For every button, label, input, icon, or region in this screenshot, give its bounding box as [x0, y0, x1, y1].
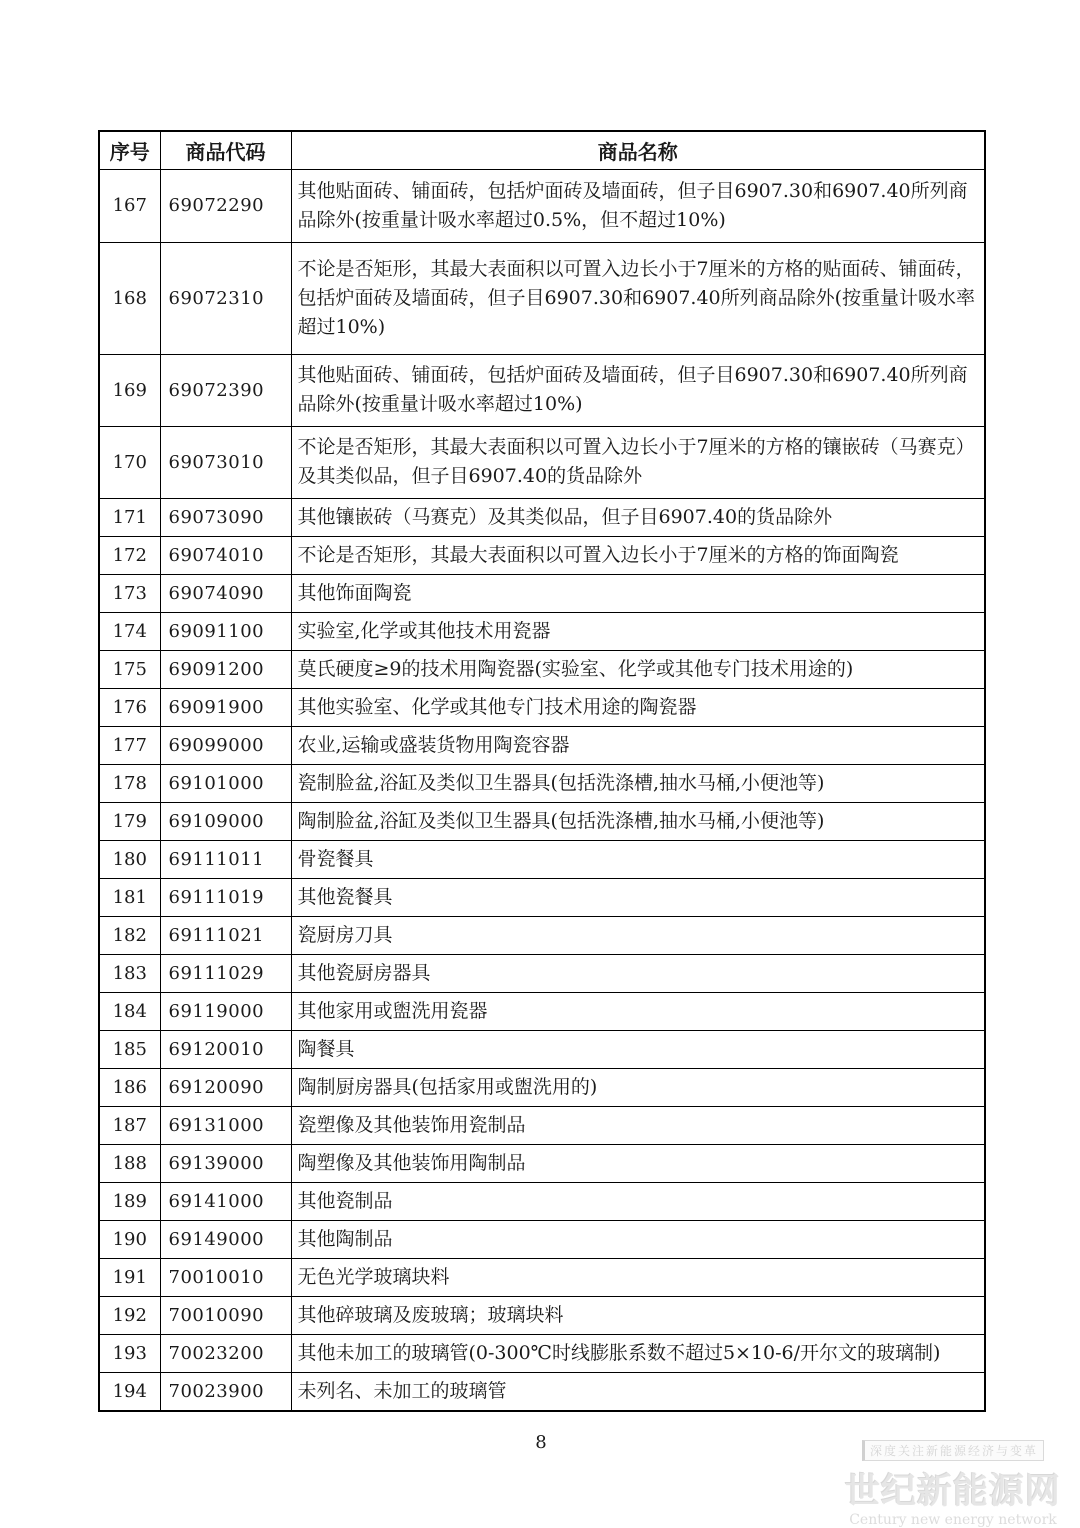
- table-row: [99, 878, 985, 916]
- serial-number-cell: 187: [99, 1106, 160, 1144]
- commodity-code-cell: 69073090: [160, 498, 291, 536]
- commodity-code-cell: 69072390: [160, 354, 291, 426]
- commodity-name-cell: 其他陶制品: [291, 1220, 985, 1258]
- commodity-name-cell: 陶制厨房器具(包括家用或盥洗用的): [291, 1068, 985, 1106]
- commodity-code-cell: 69149000: [160, 1220, 291, 1258]
- table-header: [99, 131, 985, 169]
- serial-number-cell: 176: [99, 688, 160, 726]
- commodity-name-cell: 其他镶嵌砖（马赛克）及其类似品，但子目6907.40的货品除外: [291, 498, 985, 536]
- commodity-code-cell: 69091200: [160, 650, 291, 688]
- table-row: [99, 954, 985, 992]
- watermark: [838, 1440, 1068, 1528]
- commodity-name-cell: 其他瓷制品: [291, 1182, 985, 1220]
- serial-number-cell: 167: [99, 169, 160, 242]
- table-row: [99, 612, 985, 650]
- serial-number-cell: 194: [99, 1372, 160, 1411]
- commodity-name-cell: 其他饰面陶瓷: [291, 574, 985, 612]
- serial-number-cell: 174: [99, 612, 160, 650]
- commodity-name-cell: 陶塑像及其他装饰用陶制品: [291, 1144, 985, 1182]
- commodity-name-cell: 其他碎玻璃及废玻璃；玻璃块料: [291, 1296, 985, 1334]
- commodity-code-cell: 69119000: [160, 992, 291, 1030]
- commodity-code-cell: 69111011: [160, 840, 291, 878]
- commodity-code-cell: 69091900: [160, 688, 291, 726]
- table-row: [99, 764, 985, 802]
- serial-number-cell: 186: [99, 1068, 160, 1106]
- watermark-tagline: 深度关注新能源经济与变革: [862, 1440, 1044, 1461]
- table-row: [99, 1220, 985, 1258]
- header-commodity-name: 商品名称: [291, 131, 985, 169]
- serial-number-cell: 182: [99, 916, 160, 954]
- commodity-code-cell: 69120010: [160, 1030, 291, 1068]
- commodity-code-cell: 69131000: [160, 1106, 291, 1144]
- commodity-name-cell: 不论是否矩形，其最大表面积以可置入边长小于7厘米的方格的饰面陶瓷: [291, 536, 985, 574]
- commodity-code-cell: 69139000: [160, 1144, 291, 1182]
- commodity-code-cell: 69074090: [160, 574, 291, 612]
- commodity-name-cell: 瓷塑像及其他装饰用瓷制品: [291, 1106, 985, 1144]
- table-row: [99, 1106, 985, 1144]
- table-body: [99, 169, 985, 1411]
- table-row: [99, 169, 985, 242]
- commodity-code-cell: 69091100: [160, 612, 291, 650]
- commodity-name-cell: 陶制脸盆,浴缸及类似卫生器具(包括洗涤槽,抽水马桶,小便池等): [291, 802, 985, 840]
- watermark-english: Century new energy network: [849, 1512, 1057, 1528]
- commodity-code-cell: 69111029: [160, 954, 291, 992]
- serial-number-cell: 180: [99, 840, 160, 878]
- serial-number-cell: 193: [99, 1334, 160, 1372]
- commodity-name-cell: 瓷厨房刀具: [291, 916, 985, 954]
- serial-number-cell: 175: [99, 650, 160, 688]
- commodity-code-cell: 69072290: [160, 169, 291, 242]
- table-row: [99, 688, 985, 726]
- commodity-name-cell: 其他瓷餐具: [291, 878, 985, 916]
- table-row: [99, 1144, 985, 1182]
- serial-number-cell: 172: [99, 536, 160, 574]
- serial-number-cell: 168: [99, 242, 160, 354]
- table-row: [99, 916, 985, 954]
- serial-number-cell: 188: [99, 1144, 160, 1182]
- commodity-code-cell: 70010010: [160, 1258, 291, 1296]
- serial-number-cell: 183: [99, 954, 160, 992]
- serial-number-cell: 171: [99, 498, 160, 536]
- table-row: [99, 1030, 985, 1068]
- table-row: [99, 726, 985, 764]
- commodity-code-cell: 70023900: [160, 1372, 291, 1411]
- commodity-code-cell: 70023200: [160, 1334, 291, 1372]
- table-row: [99, 1296, 985, 1334]
- table-row: [99, 1068, 985, 1106]
- page-number: 8: [535, 1432, 547, 1453]
- commodity-code-cell: 69072310: [160, 242, 291, 354]
- commodity-name-cell: 不论是否矩形，其最大表面积以可置入边长小于7厘米的方格的镶嵌砖（马赛克）及其类似品，但子目6907.40的货品除外: [291, 426, 985, 498]
- table-row: [99, 354, 985, 426]
- serial-number-cell: 191: [99, 1258, 160, 1296]
- watermark-logo: 世纪新能源网: [844, 1472, 1061, 1512]
- serial-number-cell: 181: [99, 878, 160, 916]
- commodity-code-cell: 69111019: [160, 878, 291, 916]
- table-row: [99, 840, 985, 878]
- commodity-name-cell: 实验室,化学或其他技术用瓷器: [291, 612, 985, 650]
- header-serial-number: 序号: [99, 131, 160, 169]
- commodity-code-cell: 69109000: [160, 802, 291, 840]
- commodity-code-cell: 69111021: [160, 916, 291, 954]
- commodity-code-cell: 69099000: [160, 726, 291, 764]
- commodity-name-cell: 瓷制脸盆,浴缸及类似卫生器具(包括洗涤槽,抽水马桶,小便池等): [291, 764, 985, 802]
- commodity-name-cell: 其他瓷厨房器具: [291, 954, 985, 992]
- serial-number-cell: 192: [99, 1296, 160, 1334]
- table-row: [99, 802, 985, 840]
- table-row: [99, 536, 985, 574]
- commodity-name-cell: 其他未加工的玻璃管(0-300℃时线膨胀系数不超过5×10-6/开尔文的玻璃制): [291, 1334, 985, 1372]
- serial-number-cell: 184: [99, 992, 160, 1030]
- commodity-name-cell: 不论是否矩形，其最大表面积以可置入边长小于7厘米的方格的贴面砖、铺面砖，包括炉面砖及墙面砖，但子目6907.30和6907.40所列商品除外(按重量计吸水率超过10%): [291, 242, 985, 354]
- commodity-code-cell: 70010090: [160, 1296, 291, 1334]
- commodity-name-cell: 其他贴面砖、铺面砖，包括炉面砖及墙面砖，但子目6907.30和6907.40所列商品除外(按重量计吸水率超过10%): [291, 354, 985, 426]
- commodity-code-cell: 69101000: [160, 764, 291, 802]
- serial-number-cell: 185: [99, 1030, 160, 1068]
- commodity-name-cell: 其他贴面砖、铺面砖，包括炉面砖及墙面砖，但子目6907.30和6907.40所列商品除外(按重量计吸水率超过0.5%，但不超过10%): [291, 169, 985, 242]
- table-row: [99, 242, 985, 354]
- table-row: [99, 650, 985, 688]
- table-row: [99, 1372, 985, 1411]
- header-row: [99, 131, 985, 169]
- commodity-name-cell: 莫氏硬度≥9的技术用陶瓷器(实验室、化学或其他专门技术用途的): [291, 650, 985, 688]
- serial-number-cell: 177: [99, 726, 160, 764]
- commodity-code-cell: 69073010: [160, 426, 291, 498]
- commodity-name-cell: 未列名、未加工的玻璃管: [291, 1372, 985, 1411]
- commodity-code-cell: 69141000: [160, 1182, 291, 1220]
- serial-number-cell: 169: [99, 354, 160, 426]
- table-row: [99, 426, 985, 498]
- commodity-name-cell: 陶餐具: [291, 1030, 985, 1068]
- table-row: [99, 1334, 985, 1372]
- commodity-code-cell: 69120090: [160, 1068, 291, 1106]
- commodity-name-cell: 农业,运输或盛装货物用陶瓷容器: [291, 726, 985, 764]
- serial-number-cell: 178: [99, 764, 160, 802]
- header-commodity-code: 商品代码: [160, 131, 291, 169]
- commodity-code-cell: 69074010: [160, 536, 291, 574]
- table-row: [99, 1182, 985, 1220]
- serial-number-cell: 179: [99, 802, 160, 840]
- serial-number-cell: 189: [99, 1182, 160, 1220]
- table-row: [99, 498, 985, 536]
- serial-number-cell: 190: [99, 1220, 160, 1258]
- commodity-name-cell: 无色光学玻璃块料: [291, 1258, 985, 1296]
- table-row: [99, 1258, 985, 1296]
- serial-number-cell: 170: [99, 426, 160, 498]
- commodity-name-cell: 其他实验室、化学或其他专门技术用途的陶瓷器: [291, 688, 985, 726]
- commodity-name-cell: 其他家用或盥洗用瓷器: [291, 992, 985, 1030]
- commodity-table: [98, 130, 986, 1412]
- commodity-name-cell: 骨瓷餐具: [291, 840, 985, 878]
- serial-number-cell: 173: [99, 574, 160, 612]
- table-row: [99, 574, 985, 612]
- table-row: [99, 992, 985, 1030]
